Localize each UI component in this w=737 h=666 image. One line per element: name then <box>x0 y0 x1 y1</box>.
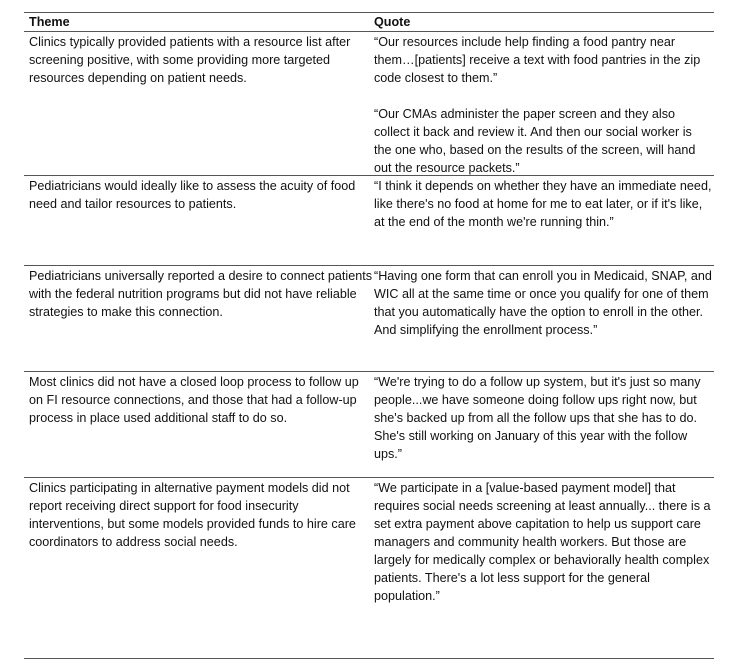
quote-text: “Our resources include help finding a food pantry near them…[patients] receive a text with food pantries in the zip code closest to them.” <box>374 35 701 85</box>
quote-text: “We participate in a [value-based payment model] that requires social needs screening at least annually... there is a set extra payment above capitation to help us support care managers and community health workers. But those are largely for medically complex or behaviorally health complex patients. There's a lot less support for the general population.” <box>374 481 711 603</box>
table-row <box>24 176 714 266</box>
table-row <box>24 372 714 478</box>
table-row <box>24 32 714 176</box>
quote-cell <box>374 372 714 477</box>
quote-cell <box>374 32 714 175</box>
header-quote: Quote <box>374 15 411 29</box>
header-theme: Theme <box>29 15 70 29</box>
quote-cell <box>374 478 714 648</box>
quote-text: “Having one form that can enroll you in Medicaid, SNAP, and WIC all at the same time or once you qualify for one of them that you automatically have the option to enroll in the other. And simplifying the enrollment process.” <box>374 269 712 337</box>
theme-cell: Clinics participating in alternative payment models did not report receiving direct support for food insecurity interventions, but some models provided funds to hire care coordinators to address social needs. <box>29 481 356 549</box>
theme-cell: Most clinics did not have a closed loop process to follow up on FI resource connections, and those that had a follow-up process in place used additional staff to do so. <box>29 375 359 425</box>
theme-cell: Pediatricians would ideally like to assess the acuity of food need and tailor resources to patients. <box>29 179 356 211</box>
quote-text: “Our CMAs administer the paper screen and they also collect it back and review it. And then our social worker is the one who, based on the results of the screen, will hand out the resource packets.” <box>374 107 696 175</box>
themes-quotes-table <box>24 12 714 648</box>
quote-text: “I think it depends on whether they have an immediate need, like there's no food at home for me to eat later, or if it's like, at the end of the month we're running thin.” <box>374 179 712 229</box>
quote-cell <box>374 176 714 265</box>
table-header <box>24 13 714 32</box>
quote-cell <box>374 266 714 371</box>
table-row <box>24 266 714 372</box>
theme-cell: Pediatricians universally reported a desire to connect patients with the federal nutrition programs but did not have reliable strategies to make this connection. <box>29 269 373 319</box>
quote-text: “We're trying to do a follow up system, but it's just so many people...we have someone doing follow ups right now, but she's backed up from all the follow ups that she has to do. She's still working on January of this year with the follow ups.” <box>374 375 701 461</box>
theme-cell: Clinics typically provided patients with a resource list after screening positive, with some providing more targeted resources depending on patient needs. <box>29 35 351 85</box>
table-row <box>24 478 714 648</box>
table-bottom-rule <box>24 658 714 659</box>
